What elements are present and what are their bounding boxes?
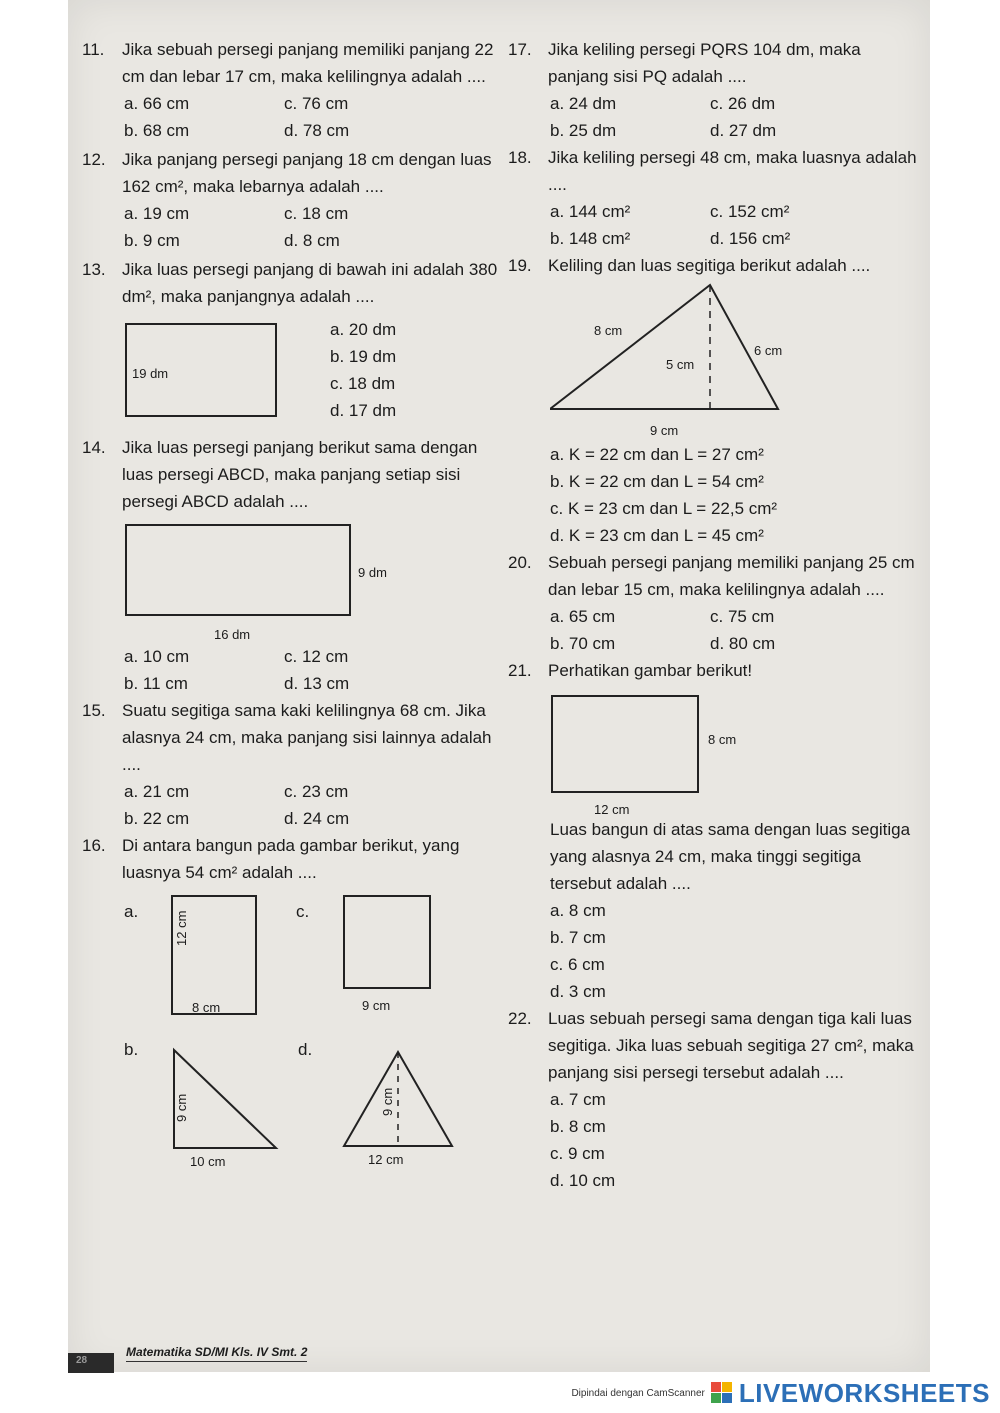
option-b[interactable]: b. 70 cm	[550, 634, 616, 653]
question-number: 18.	[508, 148, 532, 167]
option-b[interactable]: b. K = 22 cm dan L = 54 cm²	[550, 472, 764, 491]
option-c[interactable]: c. K = 23 cm dan L = 22,5 cm²	[550, 499, 778, 518]
options-list	[508, 897, 918, 1005]
question-text: Jika sebuah persegi panjang memiliki panjang 22 cm dan lebar 17 cm, maka kelilingnya adalah ....	[122, 40, 494, 86]
question-number: 20.	[508, 553, 532, 572]
question-text: Jika luas persegi panjang di bawah ini adalah 380 dm², maka panjangnya adalah ....	[122, 260, 498, 306]
left-column	[82, 36, 502, 1170]
width-label: 12 cm	[594, 802, 630, 817]
shape-b-height: 9 cm	[174, 1093, 189, 1122]
option-d[interactable]: d. 24 cm	[284, 809, 350, 828]
base-label: 9 cm	[650, 423, 679, 438]
width-label: 16 dm	[214, 627, 251, 642]
height-label: 5 cm	[666, 357, 695, 372]
question-text: Suatu segitiga sama kaki kelilingnya 68 cm. Jika alasnya 24 cm, maka panjang sisi lainnya adalah ....	[122, 701, 492, 774]
question-20	[508, 549, 918, 657]
shape-c-label[interactable]: c.	[296, 902, 310, 921]
shape-d-width: 12 cm	[368, 1152, 404, 1167]
shape-b-label[interactable]: b.	[124, 1040, 139, 1059]
question-19	[508, 252, 918, 549]
option-c[interactable]: c. 12 cm	[284, 647, 349, 666]
question-text: Jika panjang persegi panjang 18 cm dengan luas 162 cm², maka lebarnya adalah ....	[122, 150, 492, 196]
question-number: 22.	[508, 1009, 532, 1028]
option-d[interactable]: d. 13 cm	[284, 674, 350, 693]
page-footer	[68, 1345, 368, 1373]
shapes-figure	[122, 890, 502, 1170]
question-21	[508, 657, 918, 1005]
rectangle-figure	[124, 316, 324, 426]
liveworksheets-logo-icon	[711, 1382, 733, 1404]
shape-d-label[interactable]: d.	[298, 1040, 313, 1059]
option-d[interactable]: d. 27 dm	[710, 121, 777, 140]
scan-credit: Dipindai dengan CamScanner	[571, 1387, 705, 1399]
option-b[interactable]: b. 11 cm	[124, 674, 188, 693]
height-label: 8 cm	[708, 732, 737, 747]
question-14	[82, 434, 502, 697]
option-d[interactable]: d. 8 cm	[284, 231, 340, 250]
option-b[interactable]: b. 9 cm	[124, 231, 180, 250]
question-number: 11.	[82, 40, 105, 59]
liveworksheets-brand	[571, 1378, 990, 1408]
question-text: Keliling dan luas segitiga berikut adalah ....	[548, 256, 871, 275]
triangle-figure	[550, 281, 850, 441]
option-d[interactable]: d. K = 23 cm dan L = 45 cm²	[550, 526, 764, 545]
option-c[interactable]: c. 26 dm	[710, 94, 776, 113]
option-b[interactable]: b. 148 cm²	[550, 229, 631, 248]
option-b[interactable]: b. 19 dm	[330, 347, 397, 366]
option-d[interactable]: d. 10 cm	[550, 1171, 616, 1190]
option-b[interactable]: b. 8 cm	[550, 1117, 606, 1136]
option-c[interactable]: c. 18 dm	[330, 374, 396, 393]
option-a[interactable]: a. 20 dm	[330, 320, 397, 339]
option-a[interactable]: a. 21 cm	[124, 782, 190, 801]
question-number: 17.	[508, 40, 532, 59]
question-text: Sebuah persegi panjang memiliki panjang 25 cm dan lebar 15 cm, maka kelilingnya adalah ....	[548, 553, 915, 599]
right-column	[508, 36, 918, 1194]
option-b[interactable]: b. 25 dm	[550, 121, 617, 140]
option-d[interactable]: d. 3 cm	[550, 982, 606, 1001]
side-label: 19 dm	[132, 366, 169, 381]
option-a[interactable]: a. 7 cm	[550, 1090, 606, 1109]
question-22	[508, 1005, 918, 1194]
question-text-2: Luas bangun di atas sama dengan luas segitiga yang alasnya 24 cm, maka tinggi segitiga tersebut adalah ....	[550, 820, 911, 893]
option-c[interactable]: c. 23 cm	[284, 782, 349, 801]
option-d[interactable]: d. 78 cm	[284, 121, 350, 140]
shape-a-width: 8 cm	[192, 1000, 221, 1015]
page-number-tab	[68, 1353, 114, 1373]
option-a[interactable]: a. 8 cm	[550, 901, 606, 920]
option-b[interactable]: b. 7 cm	[550, 928, 606, 947]
option-c[interactable]: c. 152 cm²	[710, 202, 790, 221]
question-text: Di antara bangun pada gambar berikut, yang luasnya 54 cm² adalah ....	[122, 836, 460, 882]
option-a[interactable]: a. 19 cm	[124, 204, 190, 223]
option-c[interactable]: c. 9 cm	[550, 1144, 605, 1163]
question-18	[508, 144, 918, 252]
shape-a-height: 12 cm	[174, 910, 189, 946]
page-number: 28	[76, 1355, 88, 1366]
option-c[interactable]: c. 18 cm	[284, 204, 349, 223]
option-c[interactable]: c. 75 cm	[710, 607, 775, 626]
question-text: Jika keliling persegi 48 cm, maka luasnya adalah ....	[548, 148, 917, 194]
question-number: 15.	[82, 701, 106, 720]
option-c[interactable]: c. 76 cm	[284, 94, 349, 113]
left-side-label: 8 cm	[594, 323, 623, 338]
height-label: 9 dm	[358, 565, 387, 580]
question-number: 14.	[82, 438, 106, 457]
shape-a-label[interactable]: a.	[124, 902, 139, 921]
option-d[interactable]: d. 156 cm²	[710, 229, 791, 248]
shape-d-height: 9 cm	[380, 1087, 395, 1116]
question-11	[82, 36, 502, 144]
question-12	[82, 146, 502, 254]
option-b[interactable]: b. 68 cm	[124, 121, 190, 140]
question-number: 13.	[82, 260, 106, 279]
shape-b-width: 10 cm	[190, 1154, 226, 1169]
option-a[interactable]: a. 10 cm	[124, 647, 190, 666]
option-a[interactable]: a. 66 cm	[124, 94, 190, 113]
shape-c-width: 9 cm	[362, 998, 391, 1013]
option-a[interactable]: a. 65 cm	[550, 607, 616, 626]
question-13	[82, 256, 502, 426]
question-number: 19.	[508, 256, 532, 275]
options-list	[508, 1086, 918, 1194]
rectangle-figure	[124, 521, 424, 643]
question-number: 21.	[508, 661, 532, 680]
option-a[interactable]: a. 24 dm	[550, 94, 617, 113]
question-text: Jika luas persegi panjang berikut sama dengan luas persegi ABCD, maka panjang setiap sisi persegi ABCD adalah ....	[122, 438, 478, 511]
question-number: 16.	[82, 836, 106, 855]
option-a[interactable]: a. 144 cm²	[550, 202, 631, 221]
question-number: 12.	[82, 150, 106, 169]
question-17	[508, 36, 918, 144]
options-list	[508, 441, 918, 549]
option-d[interactable]: d. 80 cm	[710, 634, 776, 653]
question-16	[82, 832, 502, 1170]
option-d[interactable]: d. 17 dm	[330, 401, 397, 420]
question-text: Jika keliling persegi PQRS 104 dm, maka panjang sisi PQ adalah ....	[548, 40, 861, 86]
option-a[interactable]: a. K = 22 cm dan L = 27 cm²	[550, 445, 764, 464]
question-text: Luas sebuah persegi sama dengan tiga kali luas segitiga. Jika luas sebuah segitiga 27 cm², maka panjang sisi persegi tersebut adalah ....	[548, 1009, 914, 1082]
brand-name: LIVEWORKSHEETS	[738, 1377, 990, 1408]
options-list	[330, 316, 396, 426]
right-side-label: 6 cm	[754, 343, 783, 358]
question-text: Perhatikan gambar berikut!	[548, 661, 753, 680]
book-title: Matematika SD/MI Kls. IV Smt. 2	[126, 1345, 307, 1362]
option-b[interactable]: b. 22 cm	[124, 809, 190, 828]
option-c[interactable]: c. 6 cm	[550, 955, 605, 974]
rectangle-figure	[550, 690, 790, 816]
question-15	[82, 697, 502, 832]
